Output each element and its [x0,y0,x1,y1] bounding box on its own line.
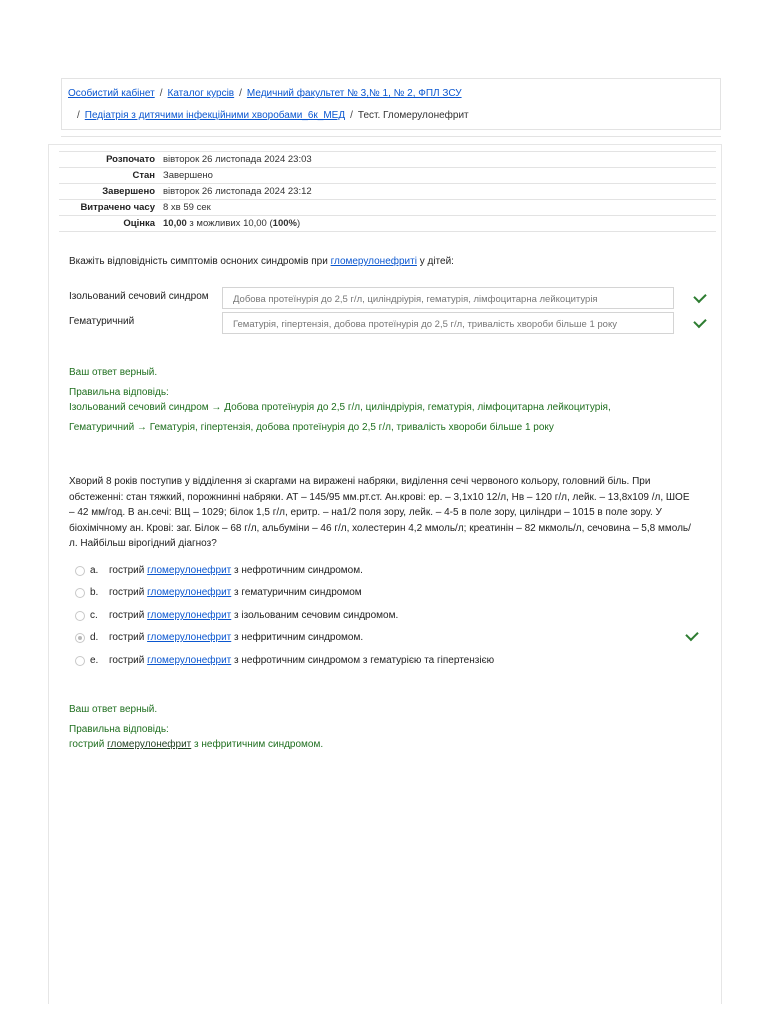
summary-label: Завершено [59,184,159,200]
attempt-summary-table [59,151,716,232]
glossary-link[interactable]: гломерулонефрит [147,655,232,666]
question-text-part: Вкажіть відповідність симптомів осноних синдромів при [69,256,331,267]
summary-value: 8 хв 59 сек [159,200,716,216]
summary-value: вівторок 26 листопада 2024 23:12 [159,184,716,200]
summary-value: Завершено [159,168,716,184]
option-text-part: гострий [109,587,148,598]
option-text [109,610,398,621]
glossary-link[interactable]: гломерулонефрит [147,587,232,598]
breadcrumb-separator: / [239,88,242,99]
feedback-text: Ваш ответ верный. [69,367,158,378]
radio-icon[interactable] [75,611,85,621]
breadcrumb-separator: / [159,88,163,99]
correct-answer-line: Гематуричний → Гематурія, гіпертензія, добова протеїнурія до 2,5 г/л, тривалість хвороби більше 1 року [69,422,554,433]
correct-text-part: з нефритичним синдромом. [191,739,324,750]
divider [61,136,721,137]
breadcrumb-link-catalog[interactable]: Каталог курсів [167,88,235,99]
breadcrumb [61,78,721,130]
option-text-part: гострий [109,565,148,576]
option-text [109,632,363,643]
summary-label: Витрачено часу [59,200,159,216]
question-2-text: Хворий 8 років поступив у відділення зі скаргами на виражені набряки, виділення сечі червоного кольору, головний біль. При обстеженні: стан тяжкий, порожнинні набряки. АТ – 145/95 мм.рт.ст. Ан.крові: ер. – 3,1х10 12/л, Нв – 120 г/л, лейк. – 13,8х109 /л, ШОЕ – 42 мм/год. В ан.сечі: ВЩ – 1029; білок 1,5 г/л, еритр. – на1/2 поля зору, лейк. – 4-5 в поле зору, циліндри – 1015 в поле зору. У біохімічному ан. Крові: заг. Білок – 68 г/л, альбуміни – 46 г/л, холестерин 4,2 ммоль/л; креатинін – 82 мкмоль/л, сечовина – 5,8 ммоль/л. Найбільш вірогідний діагноз? [69,476,691,549]
radio-icon[interactable] [75,588,85,598]
correct-answer-title: Правильна відповідь: [69,724,169,735]
option-text-part: з гематуричним синдромом [231,587,362,598]
grade-value [159,216,716,232]
option-letter: e. [90,655,99,666]
match-select[interactable]: Гематурія, гіпертензія, добова протеїнурія до 2,5 г/л, тривалість хвороби більше 1 року [222,312,674,334]
breadcrumb-current: Тест. Гломерулонефрит [357,110,469,121]
radio-icon-selected[interactable] [75,633,85,643]
check-icon [693,315,706,328]
option-text-part: з нефротичним синдромом з гематурією та гіпертензією [231,655,495,666]
summary-row-grade [59,216,716,232]
breadcrumb-link-faculty[interactable]: Медичний факультет № 3,№ 1, № 2, ФПЛ ЗСУ [246,88,462,99]
question-1-text [69,256,454,267]
breadcrumb-link-course[interactable]: Педіатрія з дитячими інфекційними хворобами_6к_МЕД [84,110,346,121]
correct-text-part: гострий [69,739,108,750]
match-row [69,312,719,334]
glossary-link[interactable]: гломерулонефрит [147,565,232,576]
option-text-part: з нефритичним синдромом. [231,632,364,643]
check-icon [685,628,698,641]
match-select[interactable]: Добова протеїнурія до 2,5 г/л, циліндріурія, гематурія, лімфоцитарна лейкоцитурія [222,287,674,309]
option-letter: a. [90,565,99,576]
option-text [109,565,363,576]
summary-row-started [59,152,716,168]
summary-row-completed [59,184,716,200]
match-label: Гематуричний [69,316,135,327]
glossary-link[interactable]: гломерулонефрит [107,739,192,750]
summary-label: Стан [59,168,159,184]
breadcrumb-separator: / [77,110,80,121]
glossary-link[interactable]: гломерулонефрит [147,632,232,643]
option-letter: d. [90,632,99,643]
summary-label: Розпочато [59,152,159,168]
glossary-link[interactable]: гломерулонефриті [330,256,417,267]
option-letter: b. [90,587,99,598]
option-text-part: гострий [109,610,148,621]
grade-close: ) [296,218,301,229]
grade-max: з можливих 10,00 ( [186,218,273,229]
radio-icon[interactable] [75,566,85,576]
glossary-link[interactable]: гломерулонефрит [147,610,232,621]
correct-answer-line [69,739,323,750]
radio-icon[interactable] [75,656,85,666]
breadcrumb-link-dashboard[interactable]: Особистий кабінет [68,88,155,99]
option-letter: c. [90,610,98,621]
option-text [109,587,362,598]
summary-row-time [59,200,716,216]
breadcrumb-separator: / [350,110,353,121]
option-text [109,655,494,666]
feedback-text: Ваш ответ верный. [69,704,158,715]
correct-answer-line: Ізольований сечовий синдром → Добова протеїнурія до 2,5 г/л, циліндріурія, гематурія, лімфоцитарна лейкоцитурія, [69,402,611,413]
summary-row-state [59,168,716,184]
check-icon [693,290,706,303]
summary-label: Оцінка [59,216,159,232]
quiz-review [48,144,722,1004]
correct-answer-title: Правильна відповідь: [69,387,169,398]
match-row [69,287,719,309]
option-text-part: з ізольованим сечовим синдромом. [231,610,399,621]
grade-score: 10,00 [163,218,187,229]
question-text-part: у дітей: [416,256,454,267]
match-label: Ізольований сечовий синдром [69,291,209,302]
option-text-part: гострий [109,632,148,643]
summary-value: вівторок 26 листопада 2024 23:03 [159,152,716,168]
option-text-part: з нефротичним синдромом. [231,565,363,576]
option-text-part: гострий [109,655,148,666]
grade-percent: 100% [272,218,297,229]
